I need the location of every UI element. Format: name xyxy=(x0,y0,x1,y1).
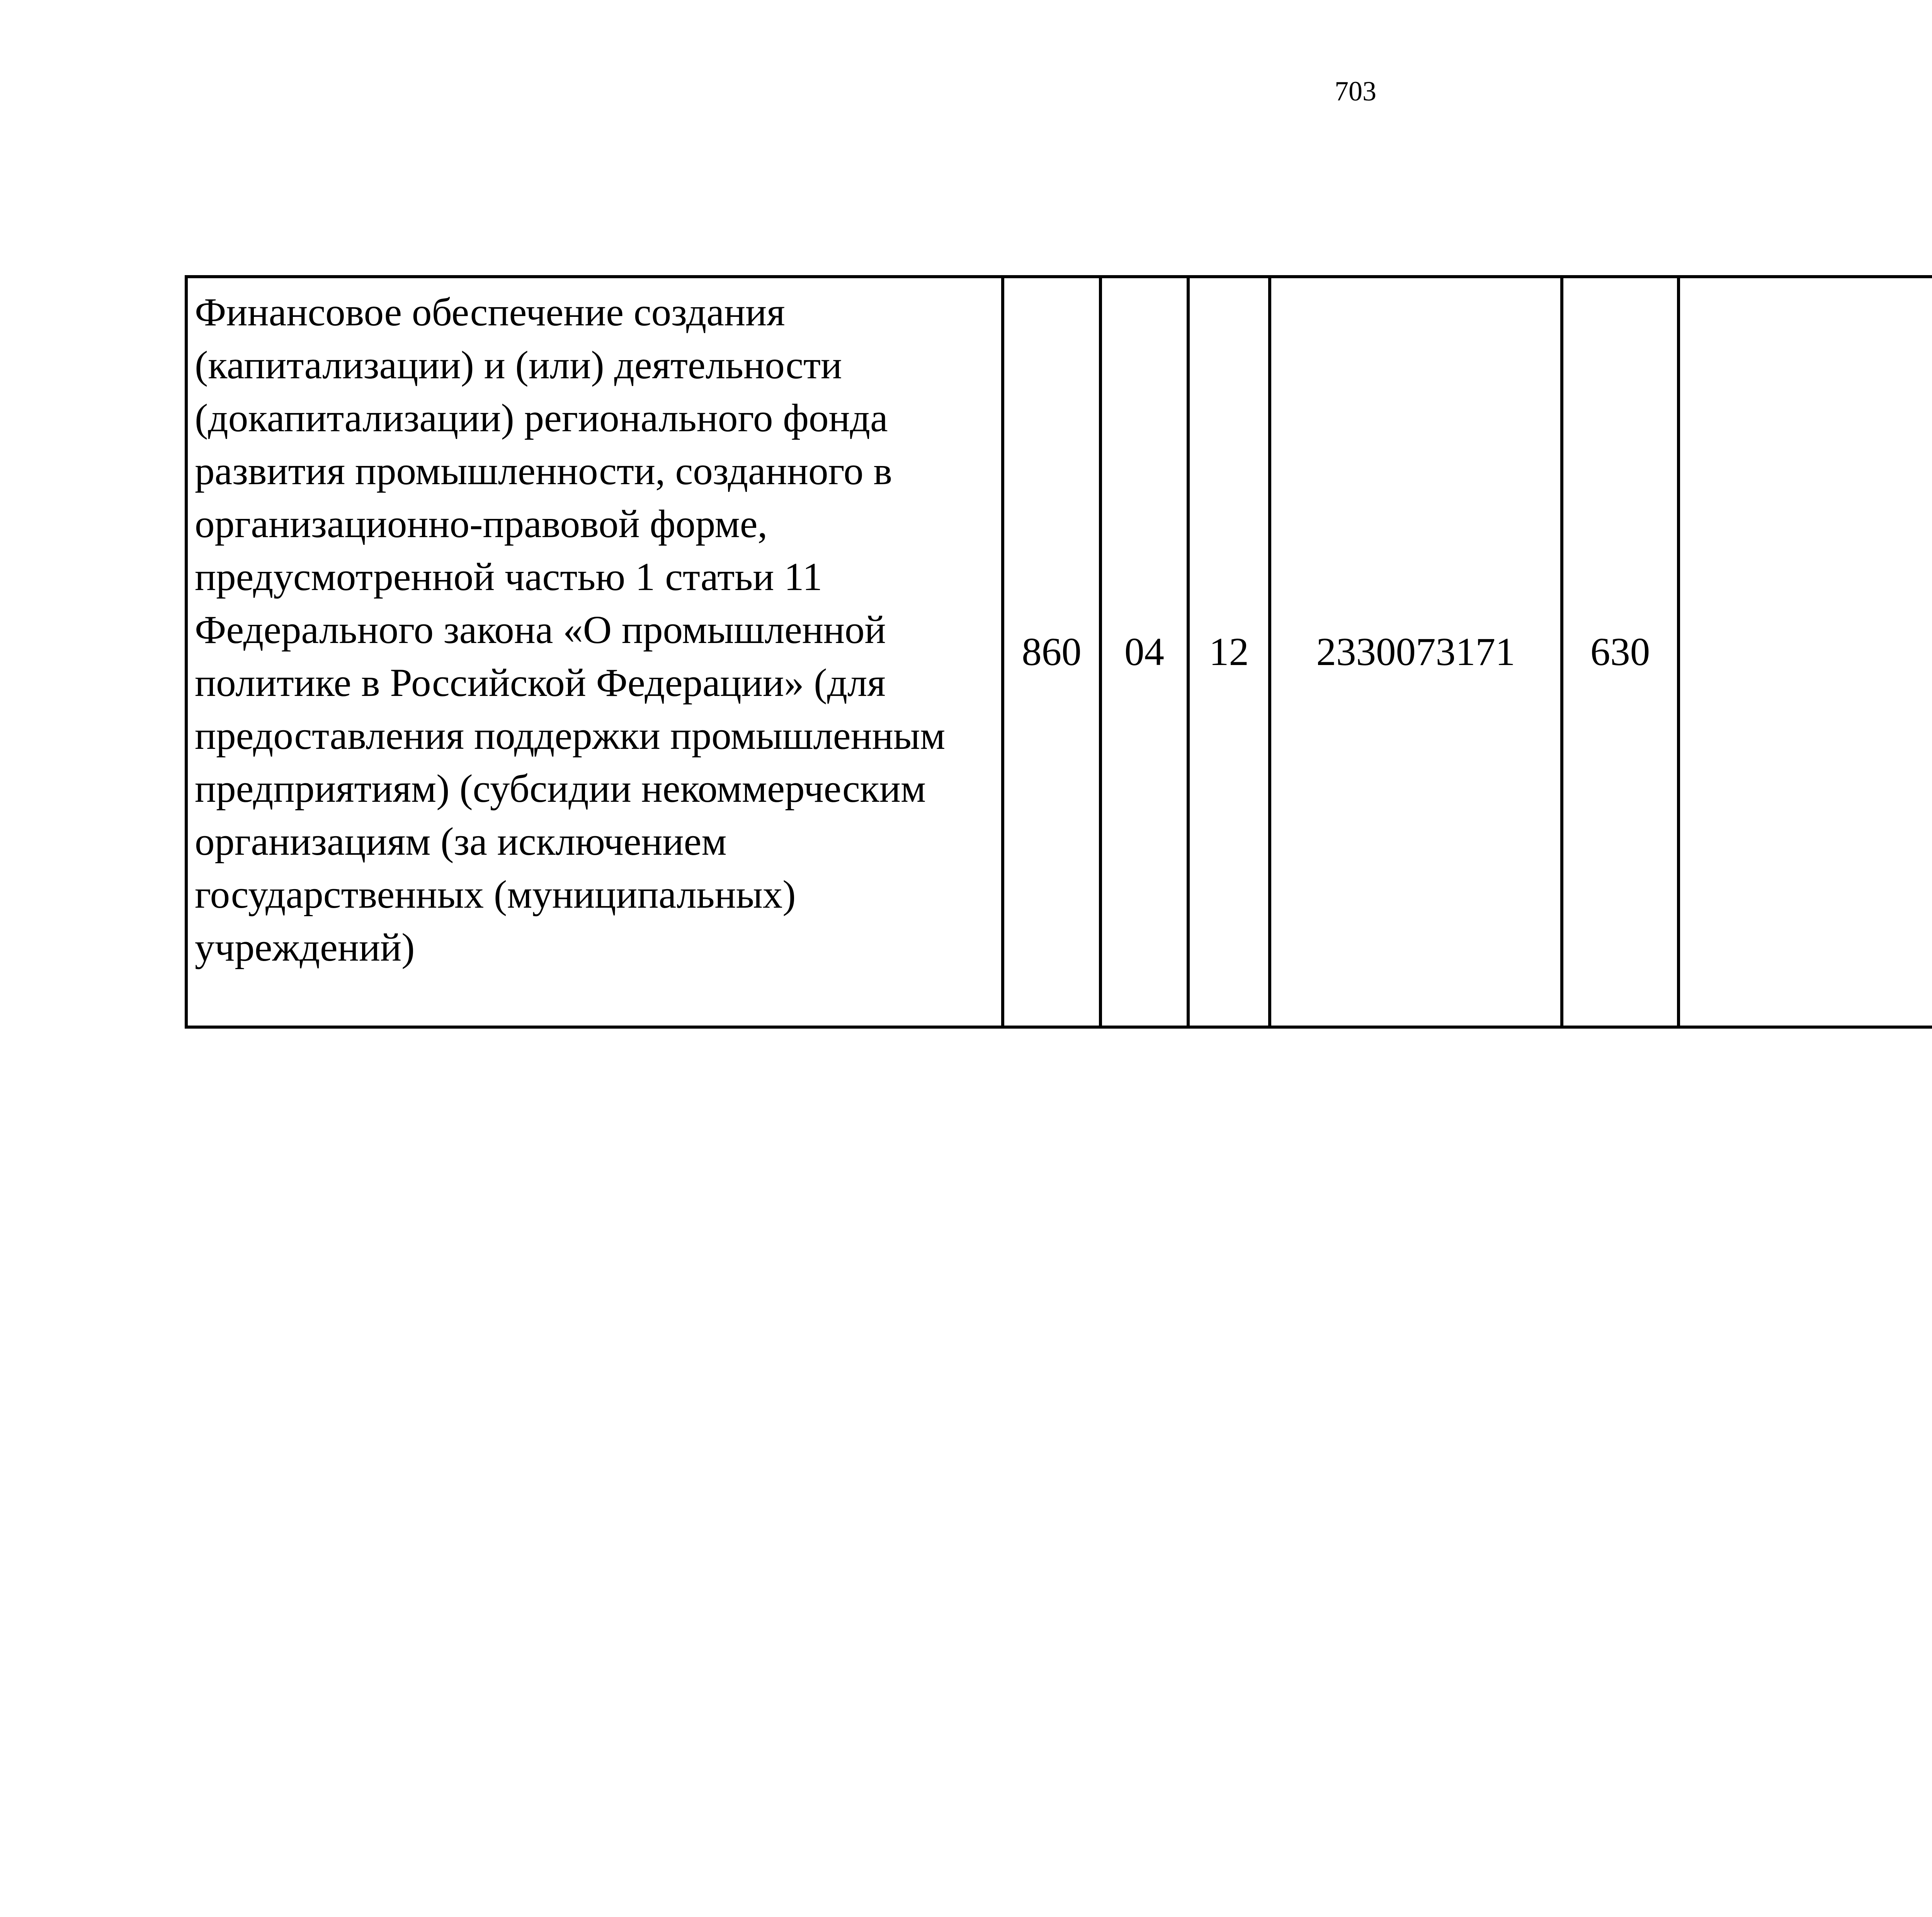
empty-cell xyxy=(1679,277,1932,1027)
target-article-code-cell: 2330073171 xyxy=(1270,277,1562,1027)
table-row xyxy=(186,277,1932,1027)
expense-description-cell: Финансовое обеспечение создания (капитализации) и (или) деятельности (докапитализации) регионального фонда развития промышленности, созданного в организационно-правовой форме, предусмотренной частью 1 статьи 11 Федерального закона «О промышленной политике в Российской Федерации» (для предоставления поддержки промышленным предприятиям) (субсидии некоммерческим организациям (за исключением государственных (муниципальных) учреждений) xyxy=(186,277,1003,1027)
expense-type-code-cell: 630 xyxy=(1562,277,1679,1027)
subsection-code-cell: 12 xyxy=(1188,277,1270,1027)
section-code-cell: 04 xyxy=(1100,277,1188,1027)
ministry-code-cell: 860 xyxy=(1003,277,1100,1027)
page-number: 703 xyxy=(1335,76,1376,107)
budget-table xyxy=(185,275,1932,1029)
